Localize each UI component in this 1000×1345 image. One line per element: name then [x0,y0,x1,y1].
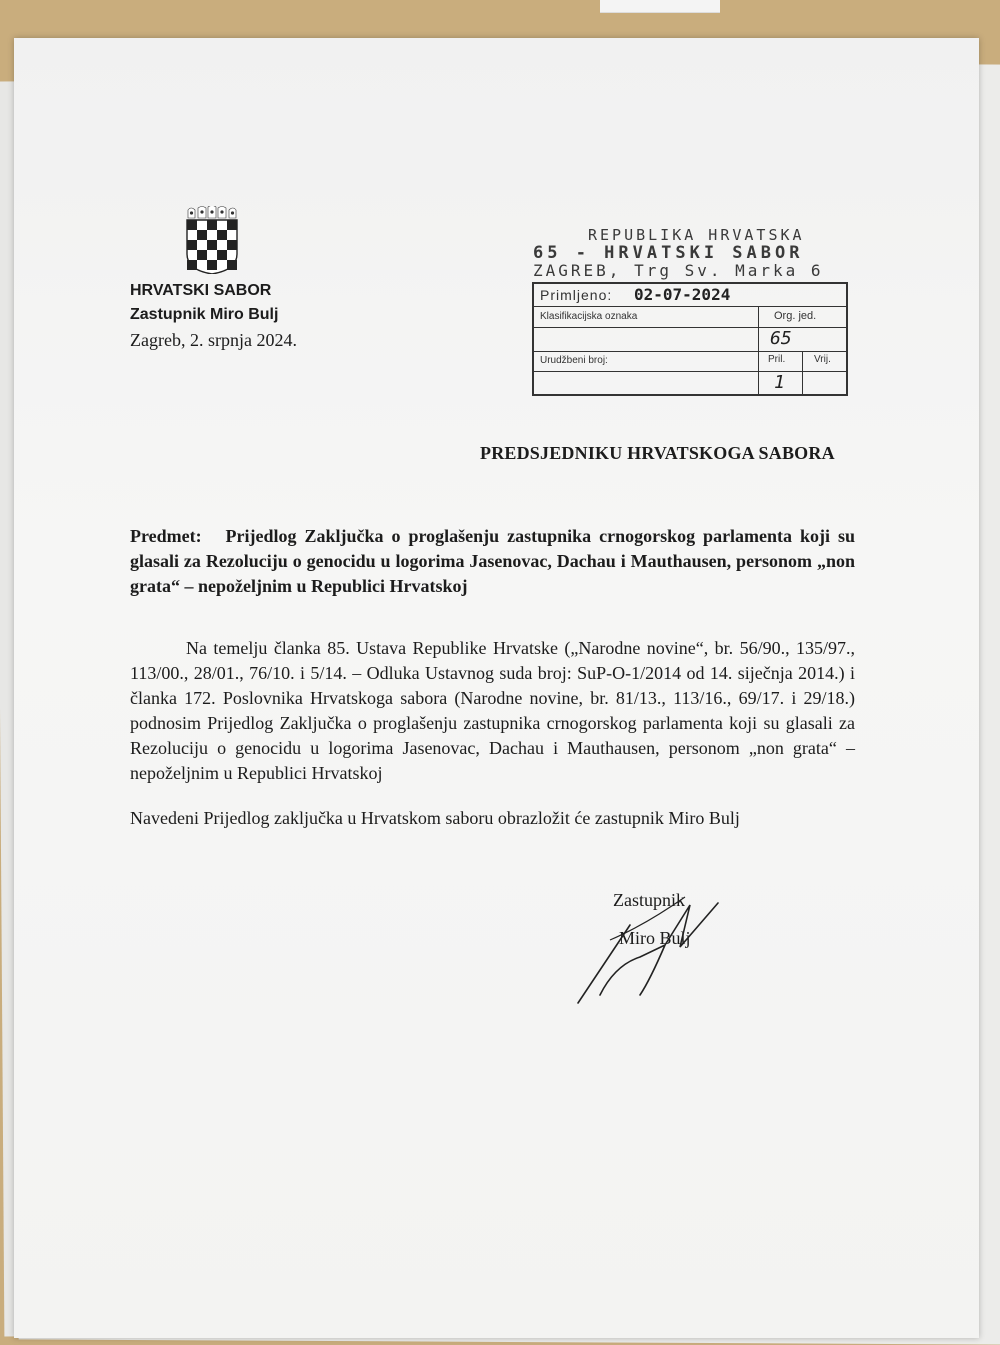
closing-sentence: Navedeni Prijedlog zaključka u Hrvatskom saboru obrazložit će zastupnik Miro Bulj [130,808,740,828]
stamp-classification-label: Klasifikacijska oznaka [540,311,638,322]
stamp-line-2: 65 - HRVATSKI SABOR [533,243,804,263]
stamp-vrij-label: Vrij. [814,354,831,365]
subject-text: Prijedlog Zaključka o proglašenju zastupnika crnogorskog parlamenta koji su glasali za Rezoluciju o genocidu u logorima Jasenovac, Dachau i Mauthausen, personom „non grata“ – nepoželjnim u Republici Hrvatskoj [130,526,855,596]
document-date: Zagreb, 2. srpnja 2024. [130,330,297,350]
registry-stamp-box [532,282,848,396]
stamp-pril-value: 1 [774,372,785,393]
stamp-received-label: Primljeno: [540,287,613,303]
stamp-received-date: 02-07-2024 [634,285,731,304]
stamp-line-3: ZAGREB, Trg Sv. Marka 6 [533,261,824,280]
stamp-registry-label: Urudžbeni broj: [540,355,608,366]
signature-name: Miro Bulj [619,928,691,948]
stamp-org-label: Org. jed. [774,310,817,322]
stamp-org-value: 65 [770,328,792,349]
handwritten-signature [570,885,730,1010]
paper-corner [600,0,720,13]
addressee: PREDSJEDNIKU HRVATSKOGA SABORA [480,443,835,463]
coat-of-arms-icon [186,206,238,274]
signature-title: Zastupnik [613,890,685,910]
subject-label: Predmet: [130,526,202,546]
subject-block [130,524,855,599]
institution-name: HRVATSKI SABOR [130,282,272,299]
member-name: Zastupnik Miro Bulj [130,306,279,323]
body-paragraph: Na temelju članka 85. Ustava Republike Hrvatske („Narodne novine“, br. 56/90., 135/97., 113/00., 28/01., 76/10. i 5/14. – Odluka Ustavnog suda broj: SuP-O-1/2014 od 14. siječnja 2014.) i članka 172. Poslovnika Hrvatskoga sabora (Narodne novine, br. 81/13., 113/16., 69/17. i 29/18.) podnosim Prijedlog Zaključka o proglašenju zastupnika crnogorskog parlamenta koji su glasali za Rezoluciju o genocidu u logorima Jasenovac, Dachau i Mauthausen, personom „non grata“ – nepoželjnim u Republici Hrvatskoj [130,638,855,783]
stamp-pril-label: Pril. [768,354,786,365]
stamp-line-1: REPUBLIKA HRVATSKA [588,226,805,244]
